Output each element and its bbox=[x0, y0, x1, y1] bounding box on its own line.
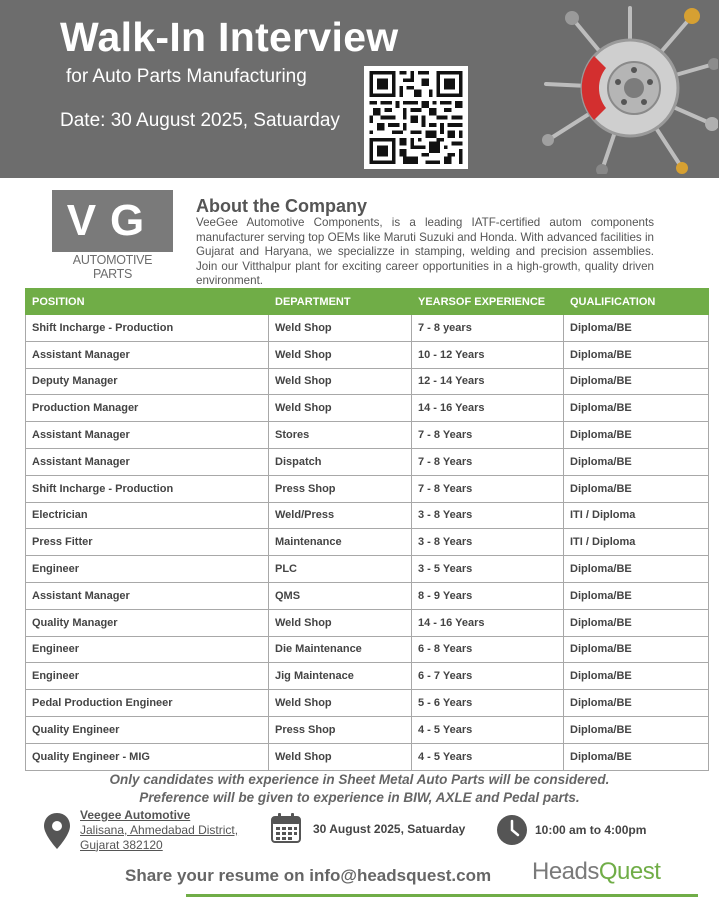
table-row bbox=[26, 448, 709, 475]
qualification-cell: Diploma/BE bbox=[564, 315, 709, 342]
position-cell: Assistant Manager bbox=[26, 582, 269, 609]
experience-cell: 14 - 16 Years bbox=[412, 395, 564, 422]
department-cell: Weld Shop bbox=[269, 395, 412, 422]
department-cell: Weld/Press bbox=[269, 502, 412, 529]
position-cell: Engineer bbox=[26, 663, 269, 690]
department-cell: Weld Shop bbox=[269, 341, 412, 368]
table-row bbox=[26, 502, 709, 529]
position-cell: Production Manager bbox=[26, 395, 269, 422]
position-cell: Shift Incharge - Production bbox=[26, 315, 269, 342]
experience-cell: 7 - 8 Years bbox=[412, 422, 564, 449]
qualification-cell: Diploma/BE bbox=[564, 395, 709, 422]
page-subtitle: for Auto Parts Manufacturing bbox=[66, 66, 307, 87]
table-row bbox=[26, 556, 709, 583]
qualification-cell: ITI / Diploma bbox=[564, 529, 709, 556]
location-pin-icon bbox=[42, 812, 72, 850]
brand-part-a: Heads bbox=[532, 858, 599, 885]
department-cell: Weld Shop bbox=[269, 315, 412, 342]
experience-cell: 6 - 8 Years bbox=[412, 636, 564, 663]
table-row bbox=[26, 341, 709, 368]
qualification-cell: Diploma/BE bbox=[564, 716, 709, 743]
department-cell: Press Shop bbox=[269, 716, 412, 743]
experience-cell: 7 - 8 years bbox=[412, 315, 564, 342]
qualification-cell: Diploma/BE bbox=[564, 422, 709, 449]
qualification-cell: Diploma/BE bbox=[564, 368, 709, 395]
position-cell: Electrician bbox=[26, 502, 269, 529]
department-cell: Die Maintenance bbox=[269, 636, 412, 663]
table-row bbox=[26, 475, 709, 502]
qualification-cell: Diploma/BE bbox=[564, 743, 709, 770]
experience-cell: 7 - 8 Years bbox=[412, 448, 564, 475]
table-row bbox=[26, 609, 709, 636]
department-cell: Dispatch bbox=[269, 448, 412, 475]
position-cell: Assistant Manager bbox=[26, 448, 269, 475]
qualification-cell: Diploma/BE bbox=[564, 636, 709, 663]
note-line-1: Only candidates with experience in Sheet Metal Auto Parts will be considered. bbox=[109, 772, 610, 787]
department-cell: QMS bbox=[269, 582, 412, 609]
experience-cell: 7 - 8 Years bbox=[412, 475, 564, 502]
qr-code-graphic bbox=[369, 71, 463, 164]
position-cell: Assistant Manager bbox=[26, 341, 269, 368]
table-row bbox=[26, 422, 709, 449]
clock-icon bbox=[496, 814, 528, 846]
table-row bbox=[26, 663, 709, 690]
table-row bbox=[26, 395, 709, 422]
qualification-cell: Diploma/BE bbox=[564, 609, 709, 636]
table-row bbox=[26, 690, 709, 717]
department-cell: Weld Shop bbox=[269, 609, 412, 636]
qualification-cell: Diploma/BE bbox=[564, 582, 709, 609]
venue-address[interactable]: Jalisana, Ahmedabad District, Gujarat 382120 bbox=[80, 823, 239, 852]
position-cell: Assistant Manager bbox=[26, 422, 269, 449]
position-cell: Press Fitter bbox=[26, 529, 269, 556]
department-cell: Weld Shop bbox=[269, 690, 412, 717]
table-header-row bbox=[26, 289, 709, 315]
about-heading: About the Company bbox=[196, 196, 367, 216]
note-line-2: Preference will be given to experience in BIW, AXLE and Pedal parts. bbox=[139, 790, 580, 805]
venue-time: 10:00 am to 4:00pm bbox=[535, 823, 647, 837]
table-row bbox=[26, 582, 709, 609]
table-row bbox=[26, 529, 709, 556]
header-banner bbox=[0, 0, 719, 178]
header-position: POSITION bbox=[26, 289, 269, 315]
header-department: DEPARTMENT bbox=[269, 289, 412, 315]
interview-date: Date: 30 August 2025, Satuarday bbox=[60, 110, 340, 131]
experience-cell: 4 - 5 Years bbox=[412, 716, 564, 743]
qualification-cell: ITI / Diploma bbox=[564, 502, 709, 529]
position-cell: Quality Engineer - MIG bbox=[26, 743, 269, 770]
experience-cell: 3 - 8 Years bbox=[412, 502, 564, 529]
brand-part-b: Quest bbox=[598, 858, 661, 885]
table-row bbox=[26, 368, 709, 395]
positions-table bbox=[25, 288, 709, 771]
header-experience: YEARSOF EXPERIENCE bbox=[412, 289, 564, 315]
position-cell: Deputy Manager bbox=[26, 368, 269, 395]
about-text: VeeGee Automotive Components, is a leading IATF-certified autom components manufacturer serving top OEMs like Maruti Suzuki and Honda. With advanced facilities in Gujarat and Haryana, we specializze in stamping, welding and precision assemblies. Join our Vitthalpur plant for exciting career opportunities in a high-growth, quality driven environment. bbox=[196, 216, 654, 287]
position-cell: Engineer bbox=[26, 636, 269, 663]
header-qualification: QUALIFICATION bbox=[564, 289, 709, 315]
logo-tagline: AUTOMOTIVE PARTS bbox=[72, 253, 153, 281]
headsquest-logo bbox=[532, 858, 660, 886]
calendar-icon bbox=[270, 812, 302, 844]
company-logo bbox=[52, 190, 173, 281]
department-cell: Press Shop bbox=[269, 475, 412, 502]
table-row bbox=[26, 716, 709, 743]
position-cell: Quality Manager bbox=[26, 609, 269, 636]
qualification-cell: Diploma/BE bbox=[564, 663, 709, 690]
experience-cell: 10 - 12 Years bbox=[412, 341, 564, 368]
venue-date: 30 August 2025, Satuarday bbox=[313, 822, 466, 836]
position-cell: Quality Engineer bbox=[26, 716, 269, 743]
auto-parts-image bbox=[542, 4, 718, 174]
experience-cell: 5 - 6 Years bbox=[412, 690, 564, 717]
experience-cell: 6 - 7 Years bbox=[412, 663, 564, 690]
department-cell: Stores bbox=[269, 422, 412, 449]
qualification-cell: Diploma/BE bbox=[564, 690, 709, 717]
experience-cell: 8 - 9 Years bbox=[412, 582, 564, 609]
department-cell: Jig Maintenace bbox=[269, 663, 412, 690]
qualification-cell: Diploma/BE bbox=[564, 448, 709, 475]
department-cell: Maintenance bbox=[269, 529, 412, 556]
venue-name[interactable]: Veegee Automotive bbox=[80, 808, 191, 822]
page-title: Walk-In Interview bbox=[60, 14, 399, 60]
qualification-cell: Diploma/BE bbox=[564, 341, 709, 368]
footer-divider bbox=[186, 894, 698, 897]
logo-letters: VG bbox=[52, 190, 173, 252]
department-cell: PLC bbox=[269, 556, 412, 583]
position-cell: Engineer bbox=[26, 556, 269, 583]
experience-cell: 14 - 16 Years bbox=[412, 609, 564, 636]
position-cell: Pedal Production Engineer bbox=[26, 690, 269, 717]
share-resume-text[interactable]: Share your resume on info@headsquest.com bbox=[125, 866, 492, 885]
experience-cell: 12 - 14 Years bbox=[412, 368, 564, 395]
position-cell: Shift Incharge - Production bbox=[26, 475, 269, 502]
experience-cell: 4 - 5 Years bbox=[412, 743, 564, 770]
table-row bbox=[26, 636, 709, 663]
qr-code[interactable] bbox=[364, 66, 468, 169]
qualification-cell: Diploma/BE bbox=[564, 475, 709, 502]
qualification-cell: Diploma/BE bbox=[564, 556, 709, 583]
table-row bbox=[26, 743, 709, 770]
department-cell: Weld Shop bbox=[269, 743, 412, 770]
experience-cell: 3 - 5 Years bbox=[412, 556, 564, 583]
experience-cell: 3 - 8 Years bbox=[412, 529, 564, 556]
table-row bbox=[26, 315, 709, 342]
department-cell: Weld Shop bbox=[269, 368, 412, 395]
